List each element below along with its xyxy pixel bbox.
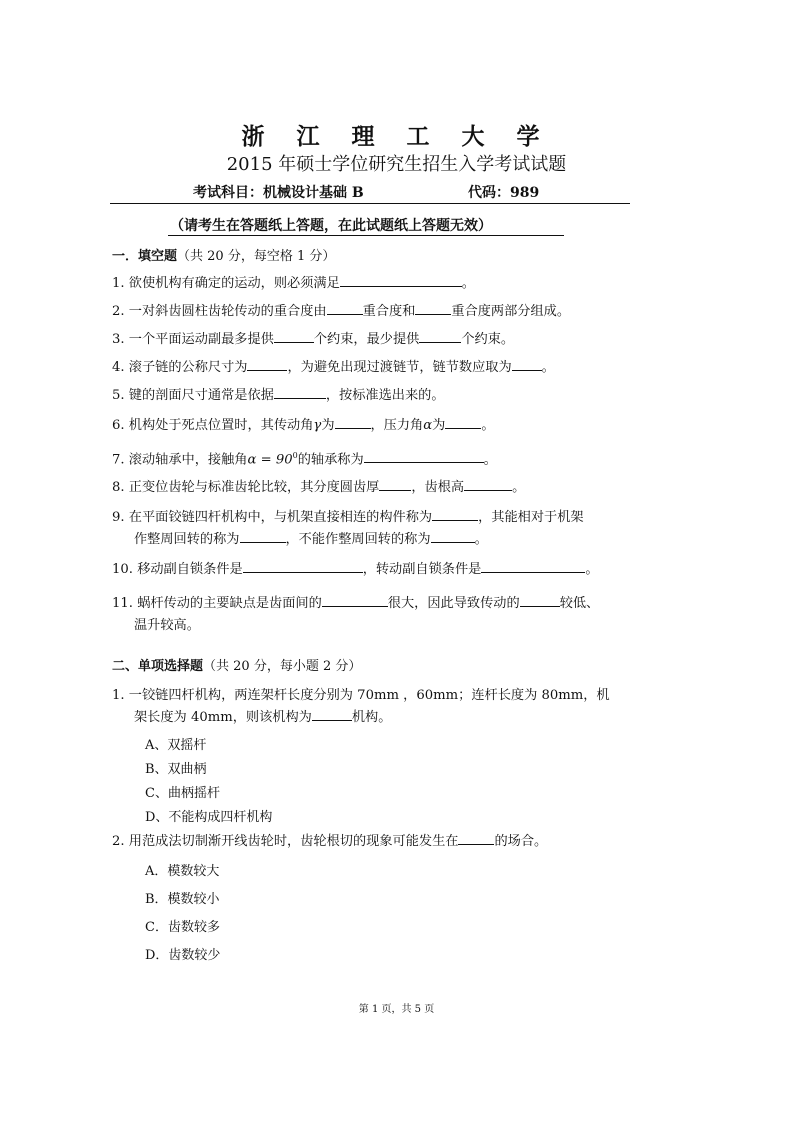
question-text: 的轴承称为 <box>297 452 364 468</box>
option-a: A．模数较大 <box>145 864 220 879</box>
question-text: ，齿根高 <box>411 480 465 495</box>
answer-blank <box>512 358 542 371</box>
answer-blank <box>327 302 363 315</box>
answer-blank <box>415 302 451 315</box>
degree-superscript: 0 <box>292 451 298 460</box>
question-text: 滚子链的公称尺寸为 <box>128 360 248 375</box>
question-text: 为 <box>432 418 446 433</box>
question-number: 8. <box>112 480 125 495</box>
page-number: 第 1 页，共 5 页 <box>358 1004 435 1015</box>
question-text: 移动副自锁条件是 <box>137 562 243 577</box>
question-number: 4. <box>112 360 125 375</box>
question-number: 9. <box>112 510 125 525</box>
option-d: D．齿数较少 <box>145 948 221 963</box>
answer-blank <box>379 478 411 491</box>
question-text: ，其能相对于机架 <box>478 510 584 525</box>
answer-instruction: （请考生在答题纸上答题，在此试题纸上答题无效） <box>170 218 492 234</box>
fill-question-10 <box>112 560 599 579</box>
question-text: 。 <box>461 276 475 291</box>
question-number: 5. <box>112 388 125 403</box>
answer-blank <box>274 330 314 343</box>
question-number: 11. <box>112 596 133 611</box>
answer-blank <box>445 416 481 429</box>
fill-question-1 <box>112 274 475 293</box>
question-text: 正变位齿轮与标准齿轮比较，其分度圆齿厚 <box>128 480 380 495</box>
exam-title: 2015 年硕士学位研究生招生入学考试试题 <box>226 154 567 175</box>
answer-blank <box>274 386 326 399</box>
fill-question-3 <box>112 330 514 349</box>
option-b: B．模数较小 <box>145 892 220 907</box>
answer-blank <box>335 416 371 429</box>
question-text: ，转动副自锁条件是 <box>362 562 482 577</box>
exam-subject: 考试科目：机械设计基础 B <box>193 185 364 201</box>
option-c: C、曲柄摇杆 <box>145 786 220 801</box>
gamma-symbol: γ <box>313 418 322 433</box>
answer-blank <box>322 594 388 607</box>
choice-question-2 <box>112 832 547 851</box>
section1-title: 一．填空题 <box>112 249 178 264</box>
answer-blank <box>312 708 352 721</box>
fill-question-6 <box>112 416 495 435</box>
question-text: 一个平面运动副最多提供 <box>128 332 274 347</box>
question-text: 。 <box>541 360 555 375</box>
exam-code: 代码：989 <box>468 185 540 201</box>
section1-note: （共 20 分，每空格 1 分） <box>177 249 336 264</box>
answer-blank <box>464 478 512 491</box>
question-number: 2. <box>112 834 125 849</box>
question-number: 10. <box>112 562 133 577</box>
question-number: 3. <box>112 332 125 347</box>
question-text: 。 <box>481 418 495 433</box>
section2-note: （共 20 分，每小题 2 分） <box>203 659 362 674</box>
question-text: 重合度和 <box>362 304 416 319</box>
fill-question-9-line2 <box>134 530 488 549</box>
question-text: 机构处于死点位置时，其传动角 <box>128 418 314 433</box>
question-text: 欲使机构有确定的运动，则必须满足 <box>128 276 340 291</box>
question-text: 蜗杆传动的主要缺点是齿面间的 <box>137 596 322 611</box>
answer-blank <box>240 530 286 543</box>
question-text: 。 <box>585 562 599 577</box>
question-text: ，为避免出现过渡链节，链节数应取为 <box>287 360 512 375</box>
question-number: 2. <box>112 304 125 319</box>
instruction-underline <box>168 235 564 236</box>
option-d: D、不能构成四杆机构 <box>145 810 273 825</box>
fill-question-9 <box>112 508 584 527</box>
question-text: 。 <box>512 480 526 495</box>
question-text: 作整周回转的称为 <box>134 532 240 547</box>
question-number: 7. <box>112 452 125 468</box>
section2-heading <box>112 655 361 674</box>
answer-blank <box>340 274 462 287</box>
question-text: 。 <box>474 532 488 547</box>
question-text: 很大，因此导致传动的 <box>387 596 520 611</box>
answer-blank <box>247 358 287 371</box>
question-text: ，压力角 <box>370 418 424 433</box>
option-c: C．齿数较多 <box>145 920 220 935</box>
answer-blank <box>243 560 363 573</box>
question-text: 较低、 <box>559 596 600 611</box>
fill-question-4 <box>112 358 555 377</box>
question-text: 一对斜齿圆柱齿轮传动的重合度由 <box>128 304 327 319</box>
answer-blank <box>432 508 478 521</box>
question-text: 键的剖面尺寸通常是依据 <box>128 388 274 403</box>
contact-angle-formula: α = 90 <box>247 452 293 468</box>
choice-question-1-line2 <box>134 708 391 727</box>
answer-blank <box>458 832 494 845</box>
option-a: A、双摇杆 <box>145 738 207 753</box>
option-b: B、双曲柄 <box>145 762 207 777</box>
question-text: 机构。 <box>351 710 392 725</box>
question-text: ，不能作整周回转的称为 <box>285 532 431 547</box>
question-number: 6. <box>112 418 125 433</box>
question-text: 在平面铰链四杆机构中，与机架直接相连的构件称为 <box>128 510 433 525</box>
university-name: 浙 江 理 工 大 学 <box>241 123 552 150</box>
question-text: ，按标准选出来的。 <box>325 388 445 403</box>
question-text: 用范成法切制渐开线齿轮时，齿轮根切的现象可能发生在 <box>128 834 459 849</box>
question-text: 一铰链四杆机构，两连架杆长度分别为 70mm ，60mm；连杆长度为 80mm，机 <box>128 688 610 703</box>
question-text: 架长度为 40mm，则该机构为 <box>134 710 312 725</box>
answer-blank <box>364 450 484 463</box>
fill-question-8 <box>112 478 525 497</box>
fill-question-5 <box>112 386 445 405</box>
question-number: 1. <box>112 276 125 291</box>
answer-blank <box>481 560 585 573</box>
question-text: 为 <box>321 418 335 433</box>
answer-blank <box>419 330 461 343</box>
answer-blank <box>520 594 560 607</box>
fill-question-11 <box>112 594 599 613</box>
question-text: 滚动轴承中，接触角 <box>128 452 248 468</box>
answer-blank <box>431 530 475 543</box>
section1-heading <box>112 245 335 264</box>
section2-title: 二、单项选择题 <box>112 659 204 674</box>
choice-question-1 <box>112 686 610 705</box>
fill-question-2 <box>112 302 570 321</box>
question-text: 重合度两部分组成。 <box>451 304 571 319</box>
question-number: 1. <box>112 688 125 703</box>
fill-question-11-line2: 温升较高。 <box>134 618 200 633</box>
alpha-symbol: α <box>423 418 433 433</box>
header-rule <box>110 203 630 204</box>
question-text: 个约束，最少提供 <box>313 332 420 347</box>
fill-question-7 <box>112 446 497 469</box>
question-text: 的场合。 <box>494 834 548 849</box>
question-text: 。 <box>483 452 497 468</box>
question-text: 个约束。 <box>461 332 515 347</box>
